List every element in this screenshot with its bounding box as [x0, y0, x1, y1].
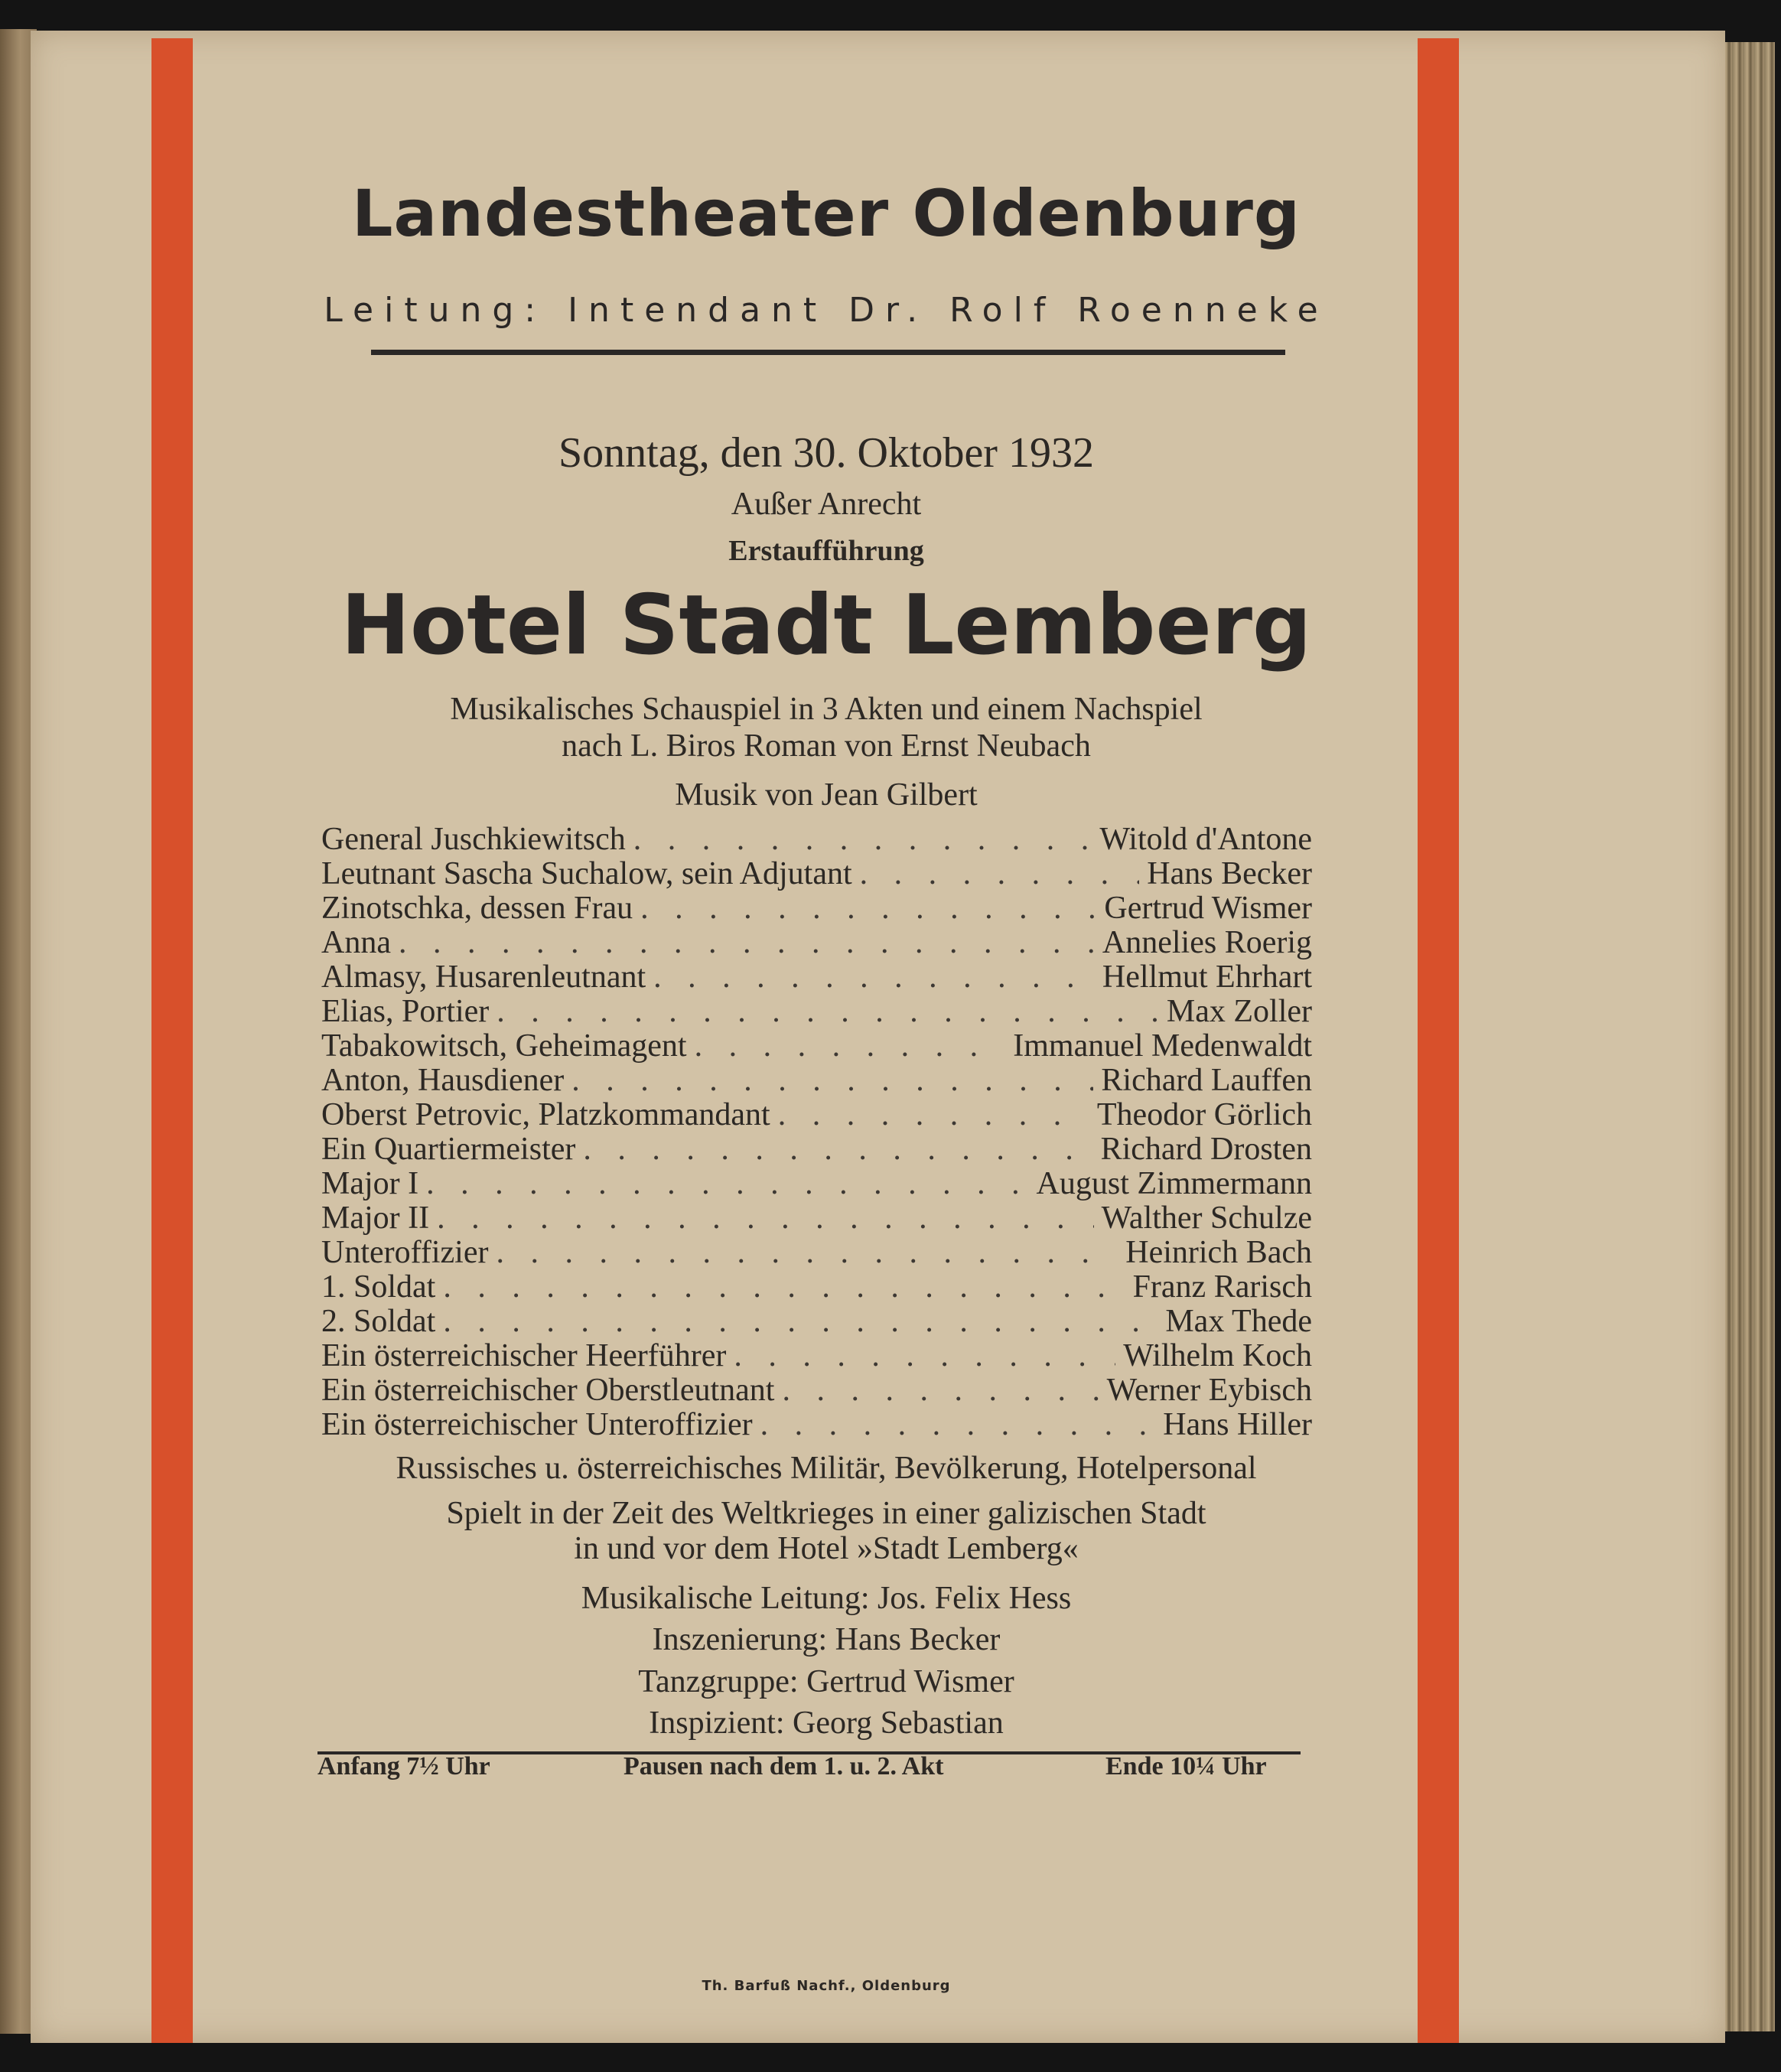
staging-credit: Inszenierung: Hans Becker — [652, 1622, 1001, 1657]
cast-role: 1. Soldat — [321, 1269, 436, 1305]
dot-leader — [437, 1200, 1094, 1236]
dot-leader — [426, 1165, 1028, 1202]
cast-row — [321, 892, 1312, 927]
dot-leader — [860, 855, 1140, 892]
play-title: Hotel Stadt Lemberg — [340, 578, 1312, 673]
cast-row — [321, 1374, 1312, 1409]
dot-leader — [443, 1269, 1125, 1305]
cast-actor: Theodor Görlich — [1096, 1097, 1312, 1132]
play-subtitle-line-2: nach L. Biros Roman von Ernst Neubach — [562, 728, 1091, 764]
cast-actor: Hans Becker — [1147, 856, 1312, 891]
dot-leader — [496, 1234, 1118, 1271]
cast-row — [321, 1064, 1312, 1099]
page-stack-edge — [1721, 42, 1775, 2031]
cast-row — [321, 1409, 1312, 1443]
cast-actor: Walther Schulze — [1101, 1201, 1312, 1236]
setting-line-1: Spielt in der Zeit des Weltkrieges in einer galizischen Stadt — [446, 1496, 1206, 1531]
cast-role: Elias, Portier — [321, 994, 490, 1029]
intermissions-note: Pausen nach dem 1. u. 2. Akt — [624, 1752, 944, 1780]
premiere-label: Erstaufführung — [728, 535, 924, 567]
cast-role: Anna — [321, 925, 391, 960]
cast-row — [321, 1271, 1312, 1305]
cast-actor: Annelies Roerig — [1102, 925, 1312, 960]
setting-note — [291, 1496, 1362, 1566]
cast-row — [321, 1305, 1312, 1340]
cast-row — [321, 823, 1312, 858]
cast-actor: Gertrud Wismer — [1104, 891, 1312, 926]
dot-leader — [583, 1131, 1092, 1168]
dot-leader — [734, 1337, 1115, 1374]
header-rule — [371, 350, 1285, 355]
stage-manager-credit: Inspizient: Georg Sebastian — [649, 1705, 1004, 1741]
cast-row — [321, 1030, 1312, 1064]
extras-note: Russisches u. österreichisches Militär, Bevölkerung, Hotelpersonal — [396, 1451, 1257, 1486]
cast-row — [321, 1202, 1312, 1236]
cast-role: Ein österreichischer Oberstleutnant — [321, 1373, 775, 1408]
musical-direction-credit: Musikalische Leitung: Jos. Felix Hess — [581, 1581, 1072, 1616]
cast-role: General Juschkiewitsch — [321, 822, 626, 857]
cast-row — [321, 1168, 1312, 1202]
cast-actor: Richard Lauffen — [1101, 1063, 1312, 1098]
cast-row — [321, 927, 1312, 961]
cast-role: 2. Soldat — [321, 1304, 436, 1339]
red-stripe-left — [151, 38, 193, 2043]
cast-role: Major I — [321, 1166, 419, 1201]
composer-credit: Musik von Jean Gilbert — [675, 777, 978, 813]
red-stripe-right — [1418, 38, 1459, 2043]
dot-leader — [571, 1062, 1093, 1099]
cast-actor: Wilhelm Koch — [1123, 1338, 1312, 1373]
cast-list — [321, 823, 1312, 1443]
subscription-note: Außer Anrecht — [731, 487, 922, 522]
cast-actor: Werner Eybisch — [1106, 1373, 1312, 1408]
theater-director: Leitung: Intendant Dr. Rolf Roenneke — [324, 291, 1329, 330]
cast-role: Almasy, Husarenleutnant — [321, 959, 646, 995]
setting-line-2: in und vor dem Hotel »Stadt Lemberg« — [574, 1531, 1079, 1566]
cast-row — [321, 961, 1312, 995]
end-time: Ende 10¼ Uhr — [1105, 1752, 1267, 1780]
dot-leader — [443, 1303, 1157, 1340]
cast-actor: Max Thede — [1165, 1304, 1312, 1339]
cast-role: Ein Quartiermeister — [321, 1132, 576, 1167]
dot-leader — [778, 1096, 1089, 1133]
cast-row — [321, 858, 1312, 892]
dance-group-credit: Tanzgruppe: Gertrud Wismer — [638, 1664, 1014, 1699]
play-subtitle — [291, 691, 1362, 764]
cast-row — [321, 995, 1312, 1030]
cast-actor: Hellmut Ehrhart — [1102, 959, 1312, 995]
cast-actor: August Zimmermann — [1036, 1166, 1312, 1201]
dot-leader — [640, 890, 1096, 927]
cast-actor: Richard Drosten — [1100, 1132, 1312, 1167]
cast-row — [321, 1236, 1312, 1271]
start-time: Anfang 7½ Uhr — [317, 1752, 490, 1780]
cast-role: Zinotschka, dessen Frau — [321, 891, 633, 926]
cast-actor: Witold d'Antone — [1099, 822, 1312, 857]
dot-leader — [653, 959, 1095, 995]
cast-role: Major II — [321, 1201, 430, 1236]
cast-role: Ein österreichischer Unteroffizier — [321, 1407, 753, 1442]
cast-actor: Immanuel Medenwaldt — [1013, 1028, 1312, 1064]
cast-actor: Franz Rarisch — [1132, 1269, 1312, 1305]
cast-actor: Heinrich Bach — [1125, 1235, 1312, 1270]
dot-leader — [695, 1028, 1006, 1064]
cast-actor: Hans Hiller — [1163, 1407, 1312, 1442]
cast-role: Ein österreichischer Heerführer — [321, 1338, 727, 1373]
play-subtitle-line-1: Musikalisches Schauspiel in 3 Akten und einem Nachspiel — [450, 692, 1203, 727]
dot-leader — [760, 1406, 1156, 1443]
cast-role: Tabakowitsch, Geheimagent — [321, 1028, 687, 1064]
dot-leader — [633, 821, 1092, 858]
cast-role: Oberst Petrovic, Platzkommandant — [321, 1097, 770, 1132]
cast-row — [321, 1099, 1312, 1133]
cast-role: Anton, Hausdiener — [321, 1063, 565, 1098]
dot-leader — [497, 993, 1159, 1030]
dot-leader — [399, 924, 1095, 961]
printer-imprint: Th. Barfuß Nachf., Oldenburg — [702, 1978, 951, 1994]
dot-leader — [782, 1372, 1099, 1409]
cast-actor: Max Zoller — [1166, 994, 1312, 1029]
cast-role: Leutnant Sascha Suchalow, sein Adjutant — [321, 856, 852, 891]
performance-date: Sonntag, den 30. Oktober 1932 — [558, 429, 1094, 477]
cast-row — [321, 1133, 1312, 1168]
cast-row — [321, 1340, 1312, 1374]
theater-name: Landestheater Oldenburg — [351, 176, 1301, 251]
cast-role: Unteroffizier — [321, 1235, 489, 1270]
